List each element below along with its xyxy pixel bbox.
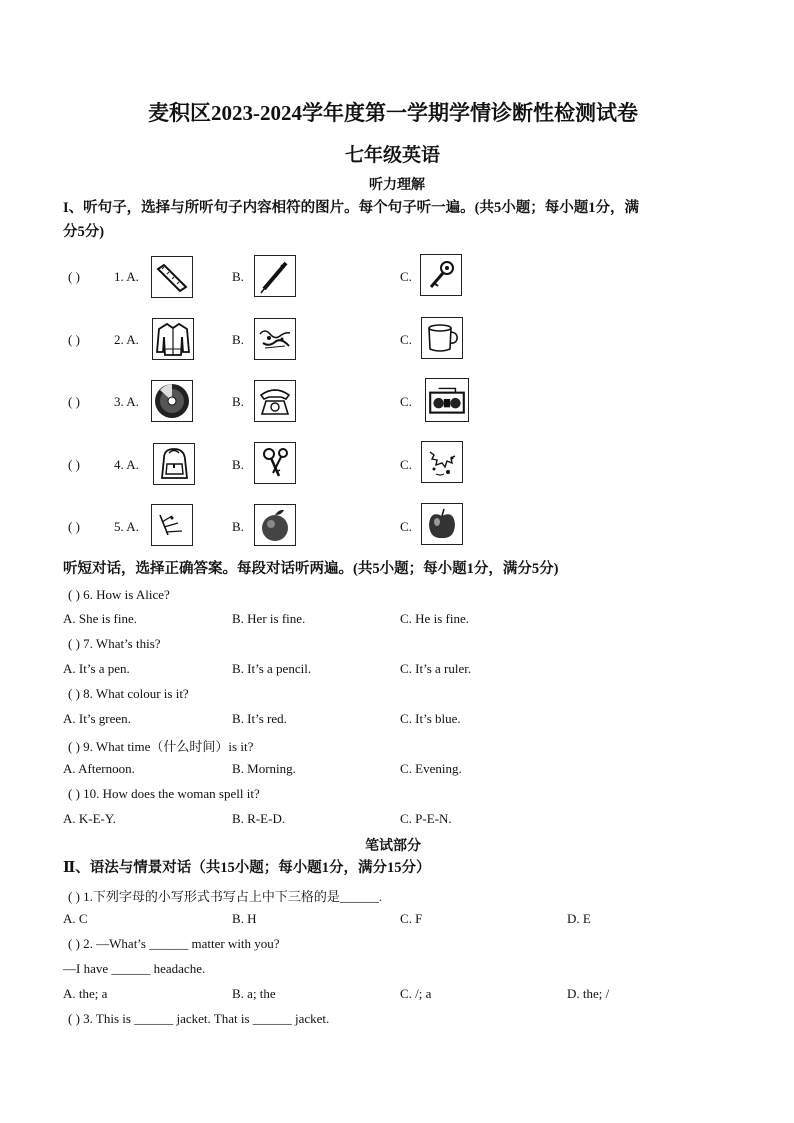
option-c[interactable]: C. P-E-N. (400, 811, 452, 826)
cup-icon[interactable] (421, 317, 463, 359)
question-10-text: ( ) 10. How does the woman spell it? (68, 786, 260, 801)
option-b[interactable]: B. Morning. (232, 761, 296, 776)
question-number: 1. A. (114, 269, 139, 284)
option-b[interactable]: B. R-E-D. (232, 811, 286, 826)
schoolbag-icon[interactable] (153, 443, 195, 485)
apple-icon[interactable] (421, 503, 463, 545)
written-question-2-line2: —I have ______ headache. (63, 961, 206, 976)
ruler-icon[interactable] (151, 256, 193, 298)
question-6-text: ( ) 6. How is Alice? (68, 587, 170, 602)
option-c[interactable]: C. /; a (400, 986, 432, 1001)
option-a[interactable]: A. C (63, 911, 88, 926)
question-7-text: ( ) 7. What’s this? (68, 636, 161, 651)
option-a[interactable]: A. the; a (63, 986, 108, 1001)
option-b[interactable]: B. H (232, 911, 257, 926)
option-c-label: C. (400, 269, 412, 284)
radio-icon[interactable] (425, 378, 469, 422)
option-a[interactable]: A. K-E-Y. (63, 811, 116, 826)
option-c[interactable]: C. He is fine. (400, 611, 469, 626)
option-a[interactable]: A. It’s green. (63, 711, 131, 726)
option-b-label: B. (232, 394, 244, 409)
part2-written-heading: Ⅱ、语法与情景对话（共15小题；每小题1分，满分15分） (63, 860, 431, 876)
key-icon[interactable] (420, 254, 462, 296)
written-question-1: ( ) 1.下列字母的小写形式书写占上中下三格的是______. (68, 889, 383, 904)
jacket-icon[interactable] (152, 318, 194, 360)
option-d[interactable]: D. E (567, 911, 591, 926)
page-subtitle: 七年级英语 (345, 145, 441, 166)
option-b-label: B. (232, 332, 244, 347)
option-b-label: B. (232, 519, 244, 534)
option-a[interactable]: A. It’s a pen. (63, 661, 130, 676)
question-9-text: ( ) 9. What time（什么时间）is it? (68, 739, 254, 754)
orange-icon[interactable] (254, 504, 296, 546)
part2-heading: 听短对话，选择正确答案。每段对话听两遍。(共5小题；每小题1分，满分5分) (63, 561, 559, 577)
question-number: 2. A. (114, 332, 139, 347)
option-b-label: B. (232, 269, 244, 284)
answer-blank[interactable]: ( ) (68, 457, 80, 472)
option-c[interactable]: C. Evening. (400, 761, 462, 776)
option-d[interactable]: D. the; / (567, 986, 610, 1001)
answer-blank[interactable]: ( ) (68, 394, 80, 409)
sketch-icon[interactable] (254, 318, 296, 360)
option-b[interactable]: B. It’s red. (232, 711, 287, 726)
option-c-label: C. (400, 332, 412, 347)
pen-icon[interactable] (254, 255, 296, 297)
written-question-2: ( ) 2. —What’s ______ matter with you? (68, 936, 280, 951)
question-number: 4. A. (114, 457, 139, 472)
option-b[interactable]: B. Her is fine. (232, 611, 306, 626)
option-b-label: B. (232, 457, 244, 472)
option-c[interactable]: C. F (400, 911, 423, 926)
written-question-3: ( ) 3. This is ______ jacket. That is ______ jacket. (68, 1011, 330, 1026)
scribble-icon[interactable] (421, 441, 463, 483)
question-number: 3. A. (114, 394, 139, 409)
part1-heading-cont: 分5分) (63, 224, 105, 240)
part1-heading: I、听句子，选择与所听句子内容相符的图片。每个句子听一遍。(共5小题；每小题1分，满 (63, 200, 639, 216)
option-a[interactable]: A. Afternoon. (63, 761, 135, 776)
option-b[interactable]: B. a; the (232, 986, 276, 1001)
sketch-icon[interactable] (151, 504, 193, 546)
option-b[interactable]: B. It’s a pencil. (232, 661, 312, 676)
option-c[interactable]: C. It’s a ruler. (400, 661, 472, 676)
answer-blank[interactable]: ( ) (68, 519, 80, 534)
section-label-written: 笔试部分 (365, 839, 421, 854)
option-c-label: C. (400, 519, 412, 534)
telephone-icon[interactable] (254, 380, 296, 422)
keys-icon[interactable] (254, 442, 296, 484)
answer-blank[interactable]: ( ) (68, 269, 80, 284)
option-c-label: C. (400, 394, 412, 409)
option-c-label: C. (400, 457, 412, 472)
option-a[interactable]: A. She is fine. (63, 611, 138, 626)
question-number: 5. A. (114, 519, 139, 534)
answer-blank[interactable]: ( ) (68, 332, 80, 347)
page-title: 麦积区2023-2024学年度第一学期学情诊断性检测试卷 (148, 101, 638, 125)
question-8-text: ( ) 8. What colour is it? (68, 686, 189, 701)
section-label-listening: 听力理解 (369, 178, 425, 193)
cd-icon[interactable] (151, 380, 193, 422)
option-c[interactable]: C. It’s blue. (400, 711, 461, 726)
